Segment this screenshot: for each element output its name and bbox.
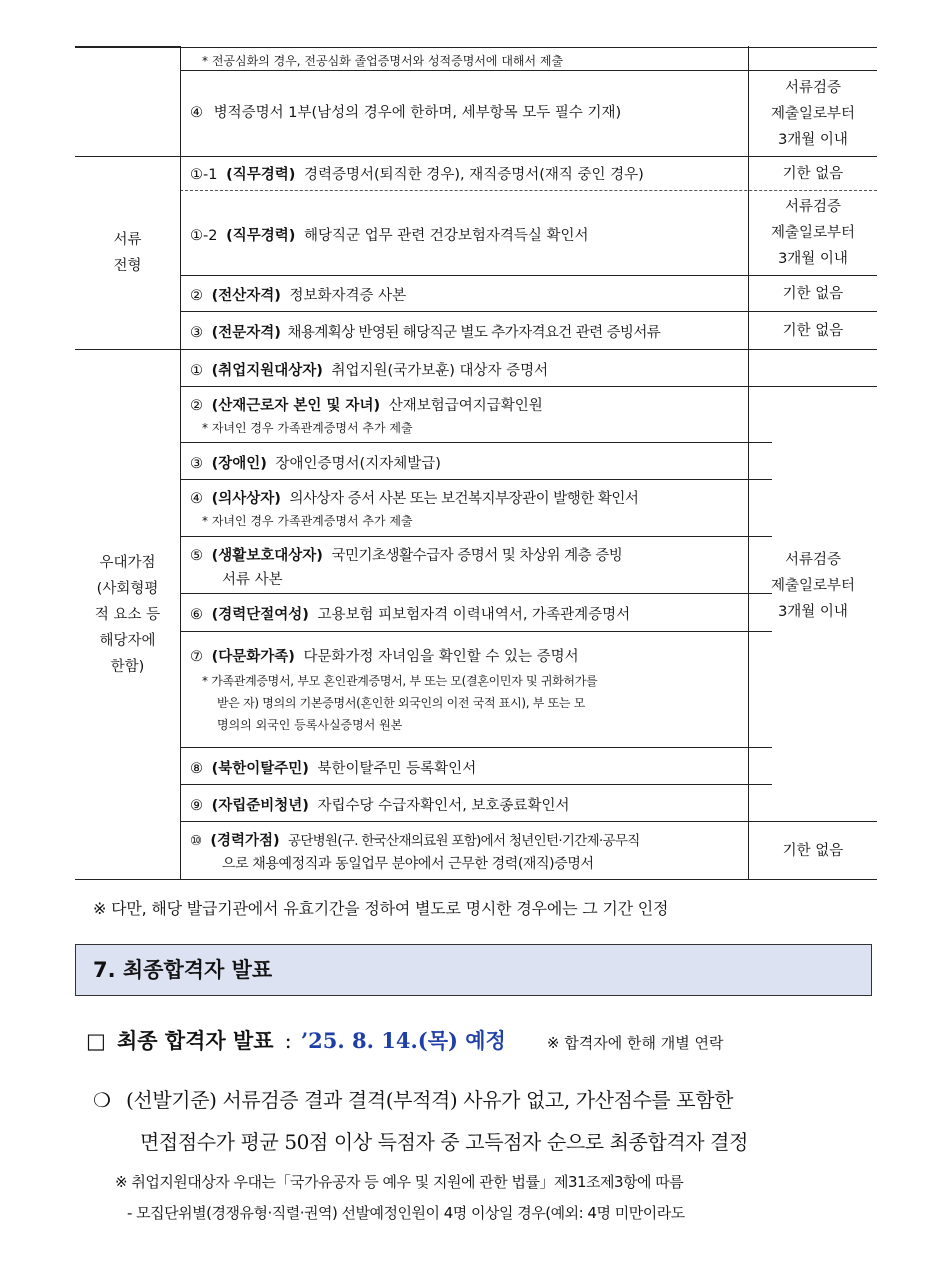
item-category: (자립준비청년) [211, 798, 309, 814]
criteria-line: 면접점수가 평균 50점 이상 득점자 중 고득점자 순으로 최종합격자 결정 [140, 1130, 749, 1154]
deadline-cell [749, 191, 877, 275]
item-text: 경력증명서(퇴직한 경우), 재직증명서(재직 중인 경우) [303, 167, 644, 183]
item-number: ①-1 [190, 167, 218, 183]
item-text: 취업지원(국가보훈) 대상자 증명서 [331, 363, 549, 379]
item-category: (직무경력) [226, 167, 296, 183]
deadline-text: 기한 없음 [782, 842, 844, 859]
announcement-note: ※ 합격자에 한해 개별 연락 [546, 1034, 724, 1052]
item-text: 채용계획상 반영된 해당직군 별도 추가자격요건 관련 증빙서류 [287, 325, 661, 341]
note-line: 명의의 외국인 등록사실증명서 원본 [217, 718, 403, 732]
item-text: 공단병원(구. 한국산재의료원 포함)에서 청년인턴·기간제·공무직 [288, 833, 640, 849]
table-row [190, 284, 745, 305]
item-note [202, 670, 747, 736]
table-row [190, 224, 745, 245]
preference-law-note: ※ 취업지원대상자 우대는「국가유공자 등 예우 및 지원에 관한 법률」제31조제3항에 따름 [115, 1173, 684, 1191]
item-number: ④ [190, 491, 203, 507]
item-number: ①-2 [190, 228, 218, 244]
criteria-paragraph [93, 1084, 733, 1113]
item-number: ② [190, 288, 203, 304]
item-text: 북한이탈주민 등록확인서 [317, 761, 477, 777]
bullet-circle: ❍ [93, 1088, 111, 1112]
item-category: (장애인) [211, 456, 267, 472]
table-row [190, 757, 745, 778]
item-text: 해당직군 업무 관련 건강보험자격득실 확인서 [303, 228, 589, 244]
deadline-text: 3개월 이내 [778, 251, 848, 267]
table-row [190, 101, 745, 122]
deadline-text: 서류검증 [784, 551, 842, 568]
item-category: (생활보호대상자) [211, 548, 323, 564]
item-number: ⑧ [190, 761, 203, 777]
item-text: 산재보험급여지급확인원 [388, 398, 543, 414]
category-preference-points [75, 350, 180, 879]
deadline-text: 제출일로부터 [770, 577, 856, 594]
item-text: 의사상자 증서 사본 또는 보건복지부장관이 발행한 확인서 [289, 491, 639, 507]
category-label: 우대가점 [99, 554, 156, 571]
table-row [190, 794, 745, 815]
table-row [190, 452, 745, 473]
category-label: 한함) [110, 658, 145, 675]
recruitment-unit-note: - 모집단위별(경쟁유형·직렬·권역) 선발예정인원이 4명 이상일 경우(예외: 4명 미만이라도 [127, 1204, 685, 1222]
item-category: (전문자격) [211, 325, 281, 341]
deadline-text: 기한 없음 [782, 322, 844, 339]
deadline-text: 서류검증 [784, 79, 842, 96]
item-number: ⑥ [190, 607, 203, 623]
category-label: (사회형평 [96, 580, 159, 597]
item-text-continued: 으로 채용예정직과 동일업무 분야에서 근무한 경력(재직)증명서 [222, 856, 594, 872]
table-row [190, 829, 750, 850]
deadline-text: 3개월 이내 [778, 131, 848, 148]
item-category: (직무경력) [226, 228, 296, 244]
deadline-cell [749, 276, 877, 311]
item-number: ② [190, 398, 203, 414]
announcement-date: ’25. 8. 14.(목) 예정 [300, 1028, 506, 1053]
category-label: 해당자에 [99, 632, 156, 649]
table-row [202, 50, 742, 69]
item-number: ⑨ [190, 798, 203, 814]
item-category: (경력가점) [210, 833, 280, 849]
item-text: 자립수당 수급자확인서, 보호종료확인서 [317, 798, 570, 814]
item-category: (경력단절여성) [211, 607, 309, 623]
education-note: * 전공심화의 경우, 전공심화 졸업증명서와 성적증명서에 대해서 제출 [202, 54, 564, 68]
category-doc-screening [75, 157, 180, 349]
deadline-text: 제출일로부터 [770, 105, 856, 122]
item-category: (산재근로자 본인 및 자녀) [211, 398, 381, 414]
item-category: (전산자격) [211, 288, 281, 304]
deadline-cell [749, 71, 877, 156]
item-category: (취업지원대상자) [211, 363, 323, 379]
item-text: 정보화자격증 사본 [289, 288, 407, 304]
table-row [190, 394, 745, 415]
note-line: * 가족관계증명서, 부모 혼인관계증명서, 부 또는 모(결혼이민자 및 귀화허가를 [202, 674, 598, 688]
item-note: * 자녀인 경우 가족관계증명서 추가 제출 [202, 514, 413, 528]
table-row [190, 645, 745, 666]
item-category: (북한이탈주민) [211, 761, 309, 777]
deadline-text: 3개월 이내 [778, 603, 848, 620]
item-text-continued: 서류 사본 [222, 572, 283, 588]
item-number: ③ [190, 325, 203, 341]
item-category: (다문화가족) [211, 649, 295, 665]
item-number: ⑩ [190, 833, 203, 849]
item-text: 병적증명서 1부(남성의 경우에 한하며, 세부항목 모두 필수 기재) [213, 105, 622, 121]
category-label: 적 요소 등 [94, 606, 161, 623]
item-text: 고용보험 피보험자격 이력내역서, 가족관계증명서 [317, 607, 631, 623]
deadline-cell [749, 157, 877, 190]
table-row [190, 544, 750, 565]
item-category: (의사상자) [211, 491, 281, 507]
requirements-table [75, 46, 877, 880]
criteria-line: (선발기준) 서류검증 결과 결격(부적격) 사유가 없고, 가산점수를 포함한 [126, 1088, 734, 1112]
checkbox-square: □ [86, 1028, 106, 1053]
deadline-text: 기한 없음 [782, 285, 844, 302]
category-label: 전형 [113, 258, 142, 274]
announcement-line [86, 1025, 723, 1055]
deadline-text: 제출일로부터 [770, 225, 856, 241]
table-row [190, 603, 745, 624]
table-row [190, 321, 745, 342]
item-text: 국민기초생활수급자 증명서 및 차상위 계층 증빙 [331, 548, 623, 564]
section-title: 7. 최종합격자 발표 [93, 958, 273, 982]
table-row [190, 359, 745, 380]
deadline-text: 기한 없음 [782, 165, 844, 182]
item-text: 다문화가정 자녀임을 확인할 수 있는 증명서 [303, 649, 579, 665]
item-text: 장애인증명서(지자체발급) [275, 456, 441, 472]
note-line: 받은 자) 명의의 기본증명서(혼인한 외국인의 이전 국적 표시), 부 또는 모 [217, 696, 585, 710]
deadline-cell [749, 312, 877, 349]
table-row [190, 163, 745, 184]
category-label: 서류 [113, 232, 142, 248]
item-number: ④ [190, 105, 203, 121]
announcement-label: 최종 합격자 발표 [116, 1028, 274, 1053]
section-heading [75, 944, 872, 996]
announcement-colon: : [284, 1029, 292, 1053]
validity-footnote: ※ 다만, 해당 발급기관에서 유효기간을 정하여 별도로 명시한 경우에는 그 기간 인정 [93, 899, 669, 918]
item-note: * 자녀인 경우 가족관계증명서 추가 제출 [202, 421, 413, 435]
item-number: ③ [190, 456, 203, 472]
deadline-text: 서류검증 [784, 199, 842, 215]
item-number: ① [190, 363, 203, 379]
deadline-cell [749, 350, 877, 821]
item-number: ⑤ [190, 548, 203, 564]
item-number: ⑦ [190, 649, 203, 665]
table-row [190, 487, 750, 508]
deadline-cell [749, 822, 877, 879]
